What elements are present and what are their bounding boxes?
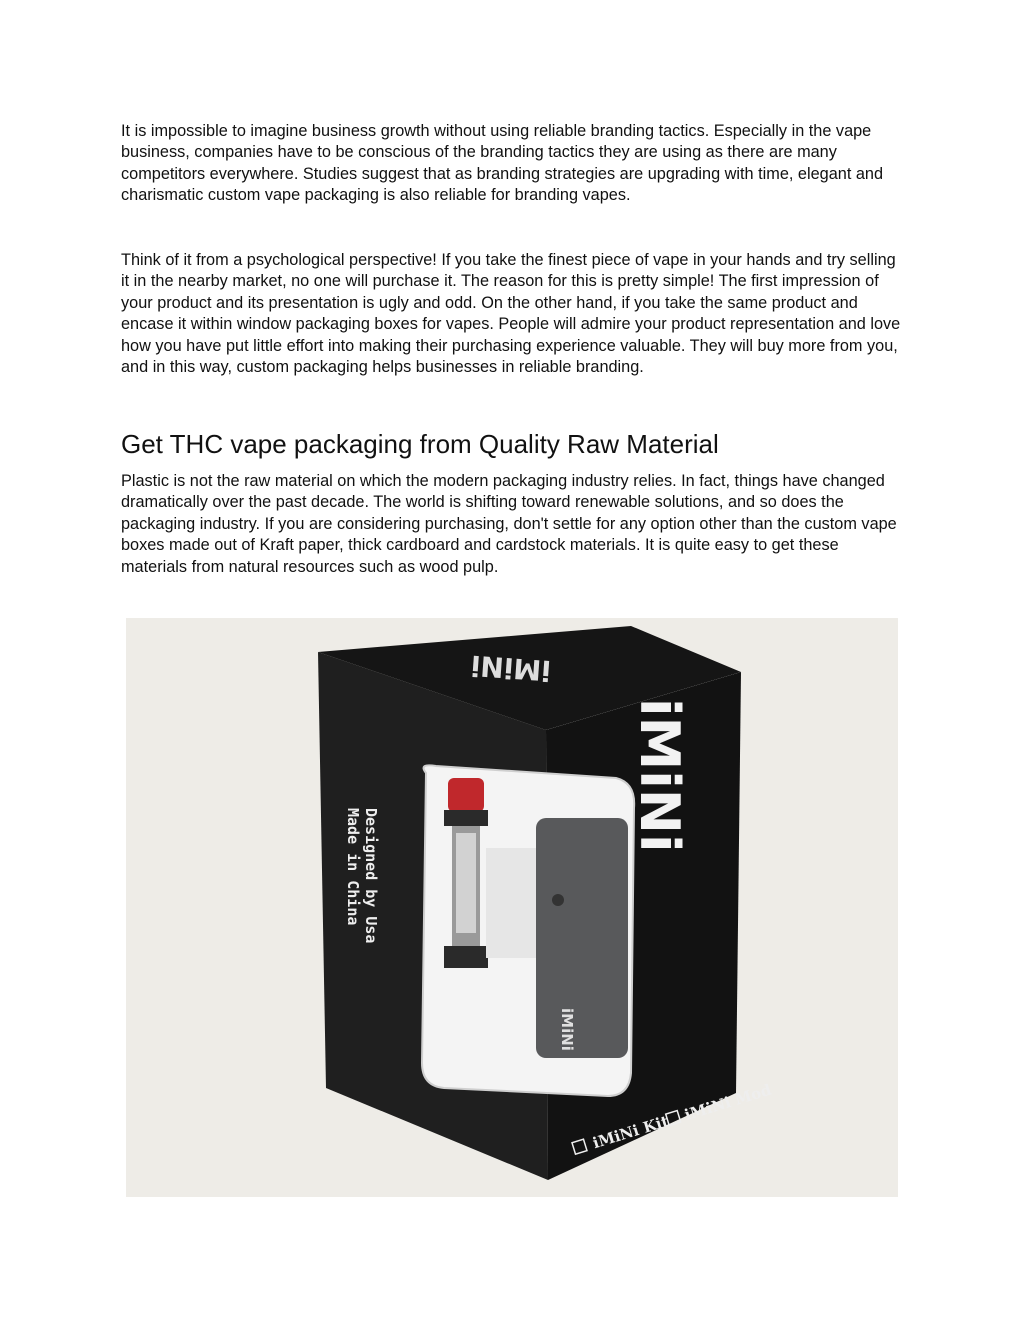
device-tank-glass bbox=[456, 833, 476, 933]
device-top-cap bbox=[444, 810, 488, 826]
vape-box-illustration bbox=[126, 618, 898, 1197]
raw-material-paragraph: Plastic is not the raw material on which the modern packaging industry relies. In fact, things have changed dramatically over the past decade. The world is shifting toward renewable solutions, and so does the packaging industry. If you are considering purchasing, don't settle for any option other than the custom vape boxes made out of Kraft paper, thick cardboard and cardstock materials. It is quite easy to get these materials from natural resources such as wood pulp. bbox=[121, 472, 897, 576]
psychology-paragraph: Think of it from a psychological perspective! If you take the finest piece of vape in your hands and try selling it in the nearby market, no one will purchase it. The reason for this is pretty simple! The first impression of your product and its presentation is ugly and odd. On the other hand, if you take the same product and encase it within window packaging boxes for vapes. People will admire your product representation and love how you have put little effort into making their purchasing experience valuable. They will buy more from you, and in this way, custom packaging helps businesses in reliable branding. bbox=[121, 251, 901, 377]
side-text-made: Made in China bbox=[344, 808, 362, 926]
side-text-designed: Designed by Usa bbox=[362, 808, 380, 944]
intro-paragraph: It is impossible to imagine business growth without using reliable branding tactics. Especially in the vape business, companies have to be conscious of the branding tactics they are using as there are many competitors everywhere. Studies suggest that as branding strategies are upgrading with time, elegant and charismatic custom vape packaging is also reliable for branding vapes. bbox=[121, 122, 884, 205]
checkbox-mod-label: iMiNi Mod bbox=[682, 1080, 774, 1125]
section-heading: Get THC vape packaging from Quality Raw Material bbox=[121, 429, 719, 459]
device-drip-tip bbox=[448, 778, 484, 812]
device-fire-button bbox=[552, 894, 564, 906]
device-brand-label: iMiNi bbox=[558, 1008, 576, 1051]
box-brand-logo: iMiNi bbox=[628, 698, 691, 853]
lid-brand-logo: iMiNi bbox=[469, 648, 552, 688]
device-base-ring bbox=[444, 946, 488, 968]
product-photo bbox=[126, 618, 898, 1197]
device-mod-body bbox=[536, 818, 628, 1058]
checkbox-kit-label: iMiNi Kit bbox=[590, 1112, 671, 1153]
